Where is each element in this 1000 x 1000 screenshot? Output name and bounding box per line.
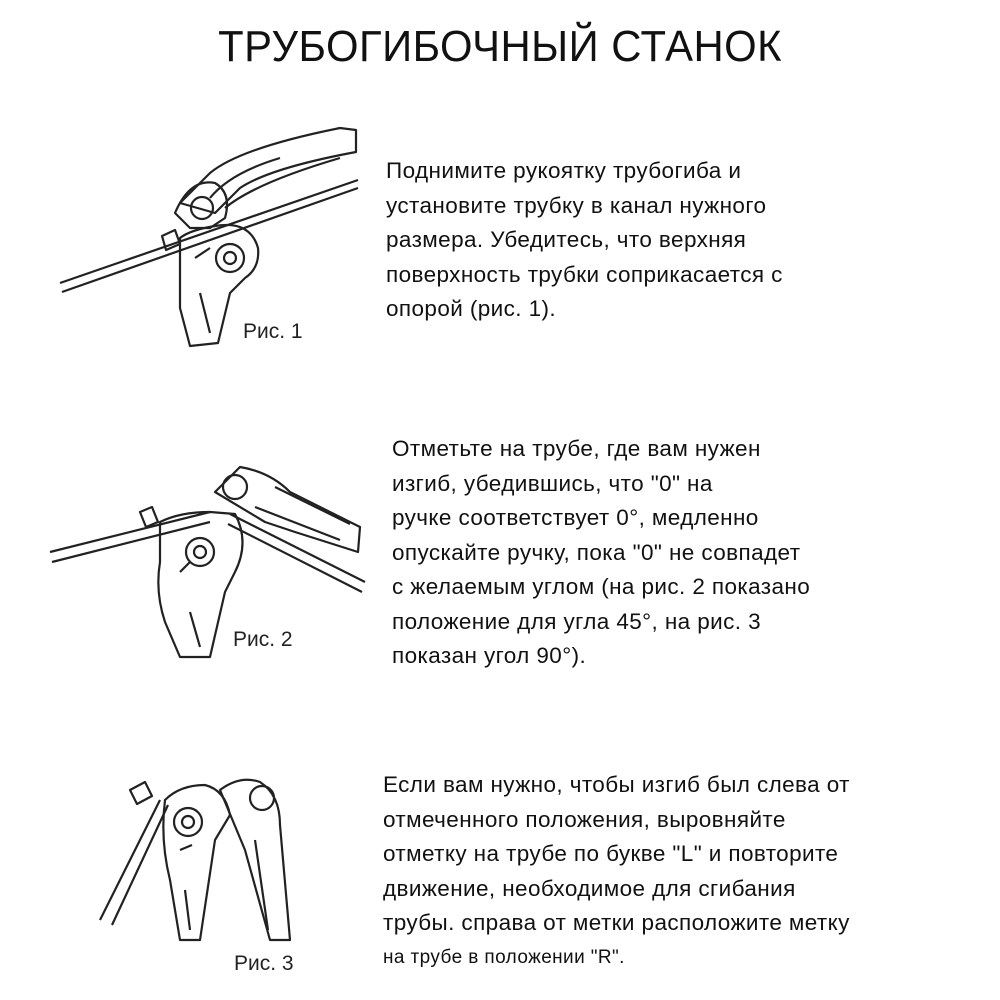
step-2-instructions xyxy=(392,432,810,674)
text-line: отметку на трубе по букве "L" и повторите xyxy=(383,841,839,866)
text-line: движение, необходимое для сгибания xyxy=(383,875,796,901)
text-line: установите трубку в канал нужного xyxy=(386,192,767,218)
text-line: Отметьте на трубе, где вам нужен xyxy=(392,436,761,461)
text-line: отмеченного положения, выровняйте xyxy=(383,806,786,832)
figure-1-caption: Рис. 1 xyxy=(243,320,303,343)
text-line: показан угол 90°). xyxy=(392,643,587,668)
figure-3-illustration xyxy=(40,770,360,950)
text-line: поверхность трубки соприкасается с xyxy=(386,261,783,287)
figure-3-caption: Рис. 3 xyxy=(234,952,294,975)
step-1-instructions xyxy=(386,154,783,327)
figure-2-illustration xyxy=(40,452,370,667)
text-line: опускайте ручку, пока "0" не совпадет xyxy=(392,539,801,565)
figure-1-illustration xyxy=(40,118,360,358)
figure-2-caption: Рис. 2 xyxy=(233,628,293,651)
page-title: ТРУБОГИБОЧНЫЙ СТАНОК xyxy=(218,22,782,71)
text-line: на трубе в положении "R". xyxy=(383,946,625,968)
text-line: с желаемым углом (на рис. 2 показано xyxy=(392,574,811,599)
text-line: размера. Убедитесь, что верхняя xyxy=(386,227,747,252)
text-line: Поднимите рукоятку трубогиба и xyxy=(386,158,742,183)
text-line: изгиб, убедившись, что "0" на xyxy=(392,470,713,496)
text-line: Если вам нужно, чтобы изгиб был слева от xyxy=(383,772,850,797)
text-line: ручке соответствует 0°, медленно xyxy=(392,505,759,530)
text-line: положение для угла 45°, на рис. 3 xyxy=(392,608,761,634)
step-3-instructions xyxy=(383,768,850,975)
text-line: опорой (рис. 1). xyxy=(386,296,557,321)
text-line: трубы. справа от метки расположите метку xyxy=(383,910,850,935)
